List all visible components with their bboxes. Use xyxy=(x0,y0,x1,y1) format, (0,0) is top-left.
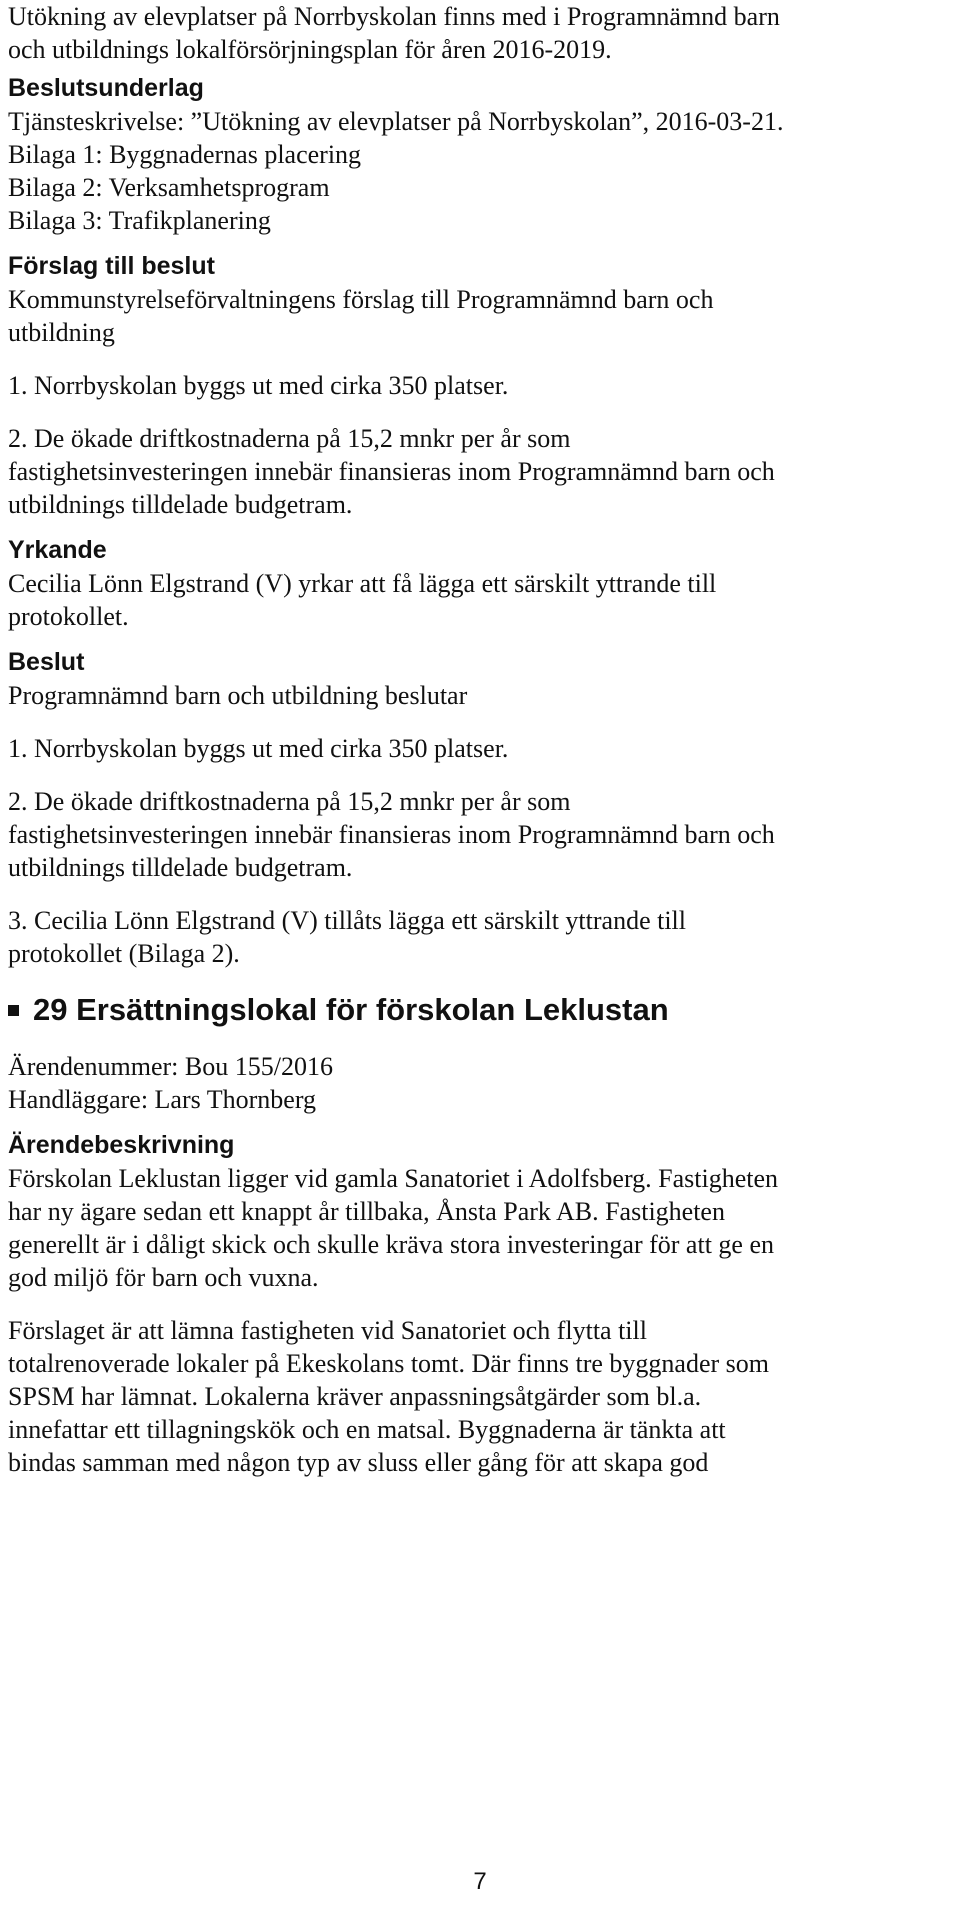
intro-line-2: och utbildnings lokalförsörjningsplan för åren 2016-2019. xyxy=(8,35,612,64)
beslutsunderlag-line-2: Bilaga 1: Byggnadernas placering xyxy=(8,140,362,169)
beslutsunderlag-line-4: Bilaga 3: Trafikplanering xyxy=(8,206,271,235)
forslag-heading: Förslag till beslut xyxy=(8,252,215,280)
beslut-heading: Beslut xyxy=(8,648,85,676)
arendebeskrivning-p1-line-4: god miljö för barn och vuxna. xyxy=(8,1263,319,1292)
beslut-intro: Programnämnd barn och utbildning beslutar xyxy=(8,681,468,710)
beslutsunderlag-heading: Beslutsunderlag xyxy=(8,74,204,102)
forslag-line-1: Kommunstyrelseförvaltningens förslag till Programnämnd barn och xyxy=(8,285,714,314)
arendebeskrivning-p2-line-4: innefattar ett tillagningskök och en matsal. Byggnaderna är tänkta att xyxy=(8,1415,726,1444)
arendebeskrivning-p1-line-2: har ny ägare sedan ett knappt år tillbaka, Ånsta Park AB. Fastigheten xyxy=(8,1197,725,1226)
arendebeskrivning-p1-line-3: generellt är i dåligt skick och skulle kräva stora investeringar för att ge en xyxy=(8,1230,774,1259)
arendebeskrivning-heading: Ärendebeskrivning xyxy=(8,1131,235,1159)
arendenummer: Ärendenummer: Bou 155/2016 xyxy=(8,1052,333,1081)
forslag-item-2-line-1: 2. De ökade driftkostnaderna på 15,2 mnkr per år som xyxy=(8,424,571,453)
beslut-item-3-line-1: 3. Cecilia Lönn Elgstrand (V) tillåts lägga ett särskilt yttrande till xyxy=(8,906,687,935)
intro-line-1: Utökning av elevplatser på Norrbyskolan finns med i Programnämnd barn xyxy=(8,2,780,31)
arendebeskrivning-p2-line-3: SPSM har lämnat. Lokalerna kräver anpassningsåtgärder som bl.a. xyxy=(8,1382,702,1411)
forslag-line-2: utbildning xyxy=(8,318,115,347)
forslag-item-2-line-3: utbildnings tilldelade budgetram. xyxy=(8,490,353,519)
beslut-item-2-line-1: 2. De ökade driftkostnaderna på 15,2 mnkr per år som xyxy=(8,787,571,816)
beslutsunderlag-line-3: Bilaga 2: Verksamhetsprogram xyxy=(8,173,330,202)
square-bullet-icon xyxy=(8,1005,19,1016)
document-page xyxy=(8,0,952,1479)
arendebeskrivning-p2-line-2: totalrenoverade lokaler på Ekeskolans tomt. Där finns tre byggnader som xyxy=(8,1349,769,1378)
beslutsunderlag-line-1: Tjänsteskrivelse: ”Utökning av elevplatser på Norrbyskolan”, 2016-03-21. xyxy=(8,107,784,136)
section-29-title xyxy=(8,990,952,1030)
forslag-item-2-line-2: fastighetsinvesteringen innebär finansieras inom Programnämnd barn och xyxy=(8,457,775,486)
beslut-item-2-line-3: utbildnings tilldelade budgetram. xyxy=(8,853,353,882)
yrkande-line-1: Cecilia Lönn Elgstrand (V) yrkar att få lägga ett särskilt yttrande till xyxy=(8,569,717,598)
arendebeskrivning-p2-line-1: Förslaget är att lämna fastigheten vid Sanatoriet och flytta till xyxy=(8,1316,647,1345)
forslag-item-1: 1. Norrbyskolan byggs ut med cirka 350 platser. xyxy=(8,371,509,400)
section-29-title-text: 29 Ersättningslokal för förskolan Leklustan xyxy=(33,992,669,1027)
yrkande-line-2: protokollet. xyxy=(8,602,129,631)
beslut-item-3-line-2: protokollet (Bilaga 2). xyxy=(8,939,240,968)
arendebeskrivning-p2-line-5: bindas samman med någon typ av sluss eller gång för att skapa god xyxy=(8,1448,709,1477)
handlaggare: Handläggare: Lars Thornberg xyxy=(8,1085,317,1114)
beslut-item-1: 1. Norrbyskolan byggs ut med cirka 350 platser. xyxy=(8,734,509,763)
arendebeskrivning-p1-line-1: Förskolan Leklustan ligger vid gamla Sanatoriet i Adolfsberg. Fastigheten xyxy=(8,1164,778,1193)
yrkande-heading: Yrkande xyxy=(8,536,107,564)
beslut-item-2-line-2: fastighetsinvesteringen innebär finansieras inom Programnämnd barn och xyxy=(8,820,775,849)
page-number: 7 xyxy=(473,1868,487,1895)
